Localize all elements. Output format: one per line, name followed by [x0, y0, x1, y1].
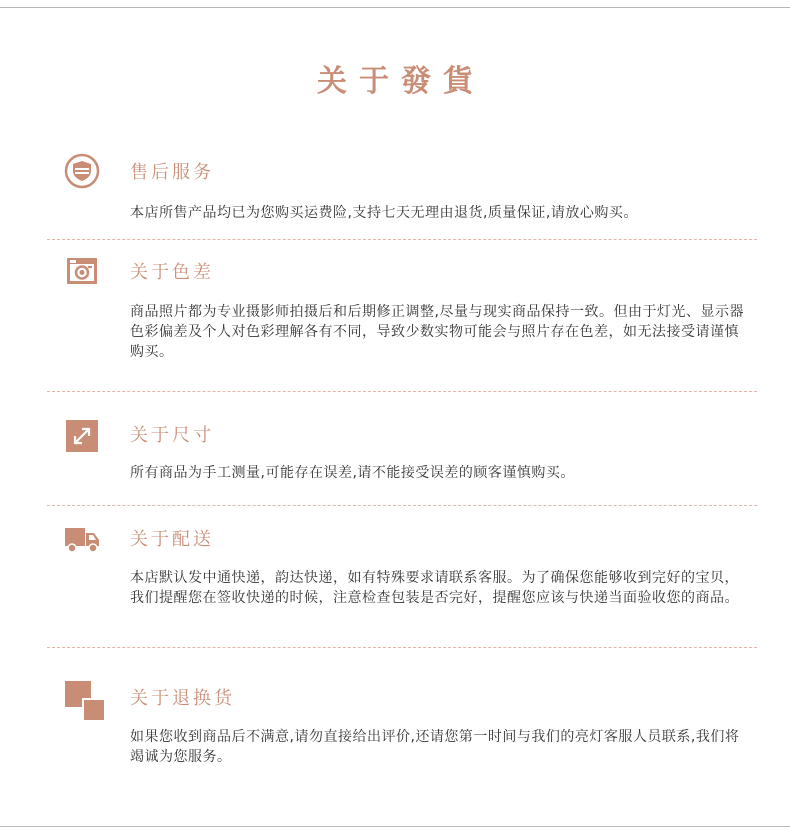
exchange-squares-icon [64, 680, 106, 722]
bottom-rule [0, 826, 790, 827]
divider [47, 239, 757, 240]
page-title: 关于發貨 [317, 64, 485, 99]
section-body: 所有商品为手工测量,可能存在误差,请不能接受误差的顾客谨慎购买。 [130, 465, 575, 481]
divider [47, 391, 757, 392]
section-title: 关于尺寸 [130, 425, 214, 446]
resize-arrow-icon [64, 418, 100, 454]
top-rule [0, 7, 790, 8]
section-body: 本店默认发中通快递，韵达快递，如有特殊要求请联系客服。为了确保您能够收到完好的宝贝，我们提醒您在签收快递的时候，注意检查包装是否完好，提醒您应该与快递当面验收您的商品。 [130, 570, 739, 606]
section-title: 售后服务 [130, 162, 214, 183]
section-body: 本店所售产品均已为您购买运费险,支持七天无理由退货,质量保证,请放心购买。 [130, 205, 638, 221]
divider [47, 505, 757, 506]
section-body: 商品照片都为专业摄影师拍摄后和后期修正调整,尽量与现实商品保持一致。但由于灯光、显示器色彩偏差及个人对色彩理解各有不同，导致少数实物可能会与照片存在色差，如无法接受请谨慎购买。 [130, 304, 744, 360]
divider [47, 647, 757, 648]
camera-icon [64, 253, 100, 289]
section-title: 关于色差 [130, 262, 214, 283]
delivery-truck-icon [64, 521, 100, 557]
section-title: 关于退换货 [130, 688, 235, 709]
shield-icon [64, 153, 100, 189]
section-body: 如果您收到商品后不满意,请勿直接给出评价,还请您第一时间与我们的亮灯客服人员联系,我们将竭诚为您服务。 [130, 729, 740, 765]
section-title: 关于配送 [130, 529, 214, 550]
